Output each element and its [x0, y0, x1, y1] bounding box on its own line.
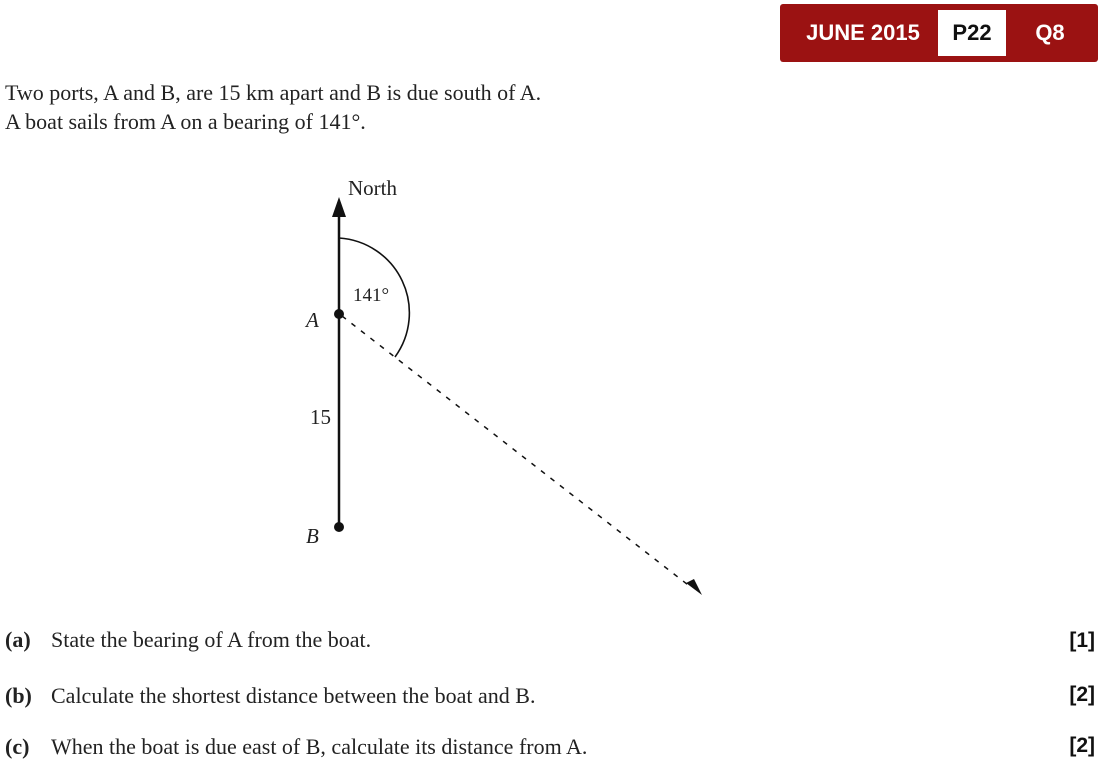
part-b	[5, 683, 535, 709]
point-a-label: A	[306, 308, 319, 332]
part-b-text: Calculate the shortest distance between the boat and B.	[51, 683, 536, 708]
part-c	[5, 734, 587, 760]
exam-paper: P22	[938, 10, 1006, 56]
part-c-label: (c)	[5, 734, 30, 759]
exam-session: JUNE 2015	[806, 20, 920, 45]
part-b-label: (b)	[5, 683, 32, 708]
north-label: North	[348, 176, 397, 200]
angle-label: 141°	[353, 285, 390, 306]
boat-path-line	[342, 316, 692, 588]
part-c-marks: [2]	[1069, 734, 1095, 757]
bearing-diagram	[0, 160, 760, 600]
question-stem-line-1: Two ports, A and B, are 15 km apart and B is due south of A.	[5, 80, 542, 105]
distance-label: 15	[310, 405, 331, 429]
boat-path-arrow-head	[686, 579, 702, 595]
point-b-dot	[334, 522, 344, 532]
part-a-marks: [1]	[1069, 629, 1095, 652]
question-number: Q8	[1035, 20, 1065, 45]
exam-reference-badge	[780, 4, 1098, 62]
question-stem-line-2: A boat sails from A on a bearing of 141°.	[5, 109, 366, 134]
point-b-label: B	[306, 524, 319, 548]
north-arrow-head	[332, 197, 346, 217]
part-b-marks: [2]	[1069, 683, 1095, 706]
part-a-text: State the bearing of A from the boat.	[51, 627, 372, 652]
part-a	[5, 627, 371, 653]
part-a-label: (a)	[5, 627, 31, 652]
point-a-dot	[334, 309, 344, 319]
part-c-text: When the boat is due east of B, calculate its distance from A.	[51, 734, 588, 759]
